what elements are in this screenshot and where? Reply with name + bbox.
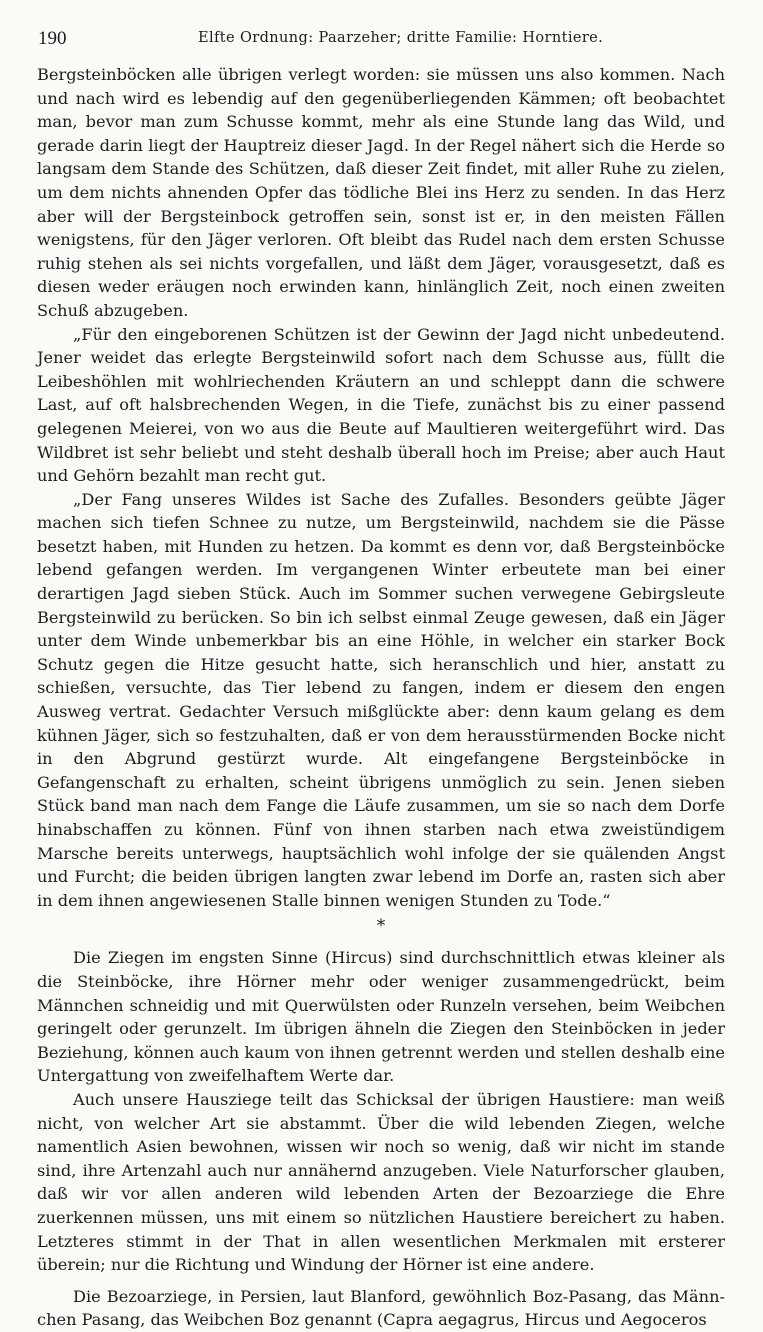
running-head: Elfte Ordnung: Paarzeher; dritte Familie: Horntiere. — [198, 30, 604, 46]
paragraph: Auch unsere Hausziege teilt das Schicksal der übrigen Haustiere: man weiß nicht, von welcher Art sie abstammt. Über die wild lebenden Ziegen, welche namentlich Asien bewohnen, wissen wir noch so wenig, daß wir nicht im stande sind, ihre Artenzahl auch nur annähernd anzugeben. Viele Naturforscher glauben, daß wir vor allen anderen wild lebenden Arten der Bezoarziege die Ehre zuerkennen müssen, uns mit einem so nützlichen Haustiere bereichert zu haben. Letzteres stimmt in der That in allen wesentlichen Merkmalen mit ersterer überein; nur die Richtung und Windung der Hörner ist eine andere. — [37, 1089, 725, 1275]
paragraph: Die Bezoarziege, in Persien, laut Blanford, gewöhnlich Boz-Pasang, das Männchen Pasang, das Weibchen Boz genannt (Capra aegagrus, Hircus und Aegoceros — [37, 1286, 725, 1330]
page-header — [38, 28, 723, 54]
paragraph: „Der Fang unseres Wildes ist Sache des Zufalles. Besonders geübte Jäger machen sich tiefen Schnee zu nutze, um Bergsteinwild, nachdem sie die Pässe besetzt haben, mit Hunden zu hetzen. Da kommt es denn vor, daß Bergsteinböcke lebend gefangen werden. Im vergangenen Winter erbeutete man bei einer derartigen Jagd sieben Stück. Auch im Sommer suchen verwegene Gebirgsleute Bergsteinwild zu berücken. So bin ich selbst einmal Zeuge gewesen, daß ein Jäger unter dem Winde unbemerkbar bis an eine Höhle, in welcher ein starker Bock Schutz gegen die Hitze gesucht hatte, sich heranschlich und hier, anstatt zu schießen, versuchte, das Tier lebend zu fangen, indem er diesem den engen Ausweg vertrat. Gedachter Versuch mißglückte aber: denn kaum gelang es dem kühnen Jäger, sich so festzuhalten, daß er von dem herausstürmenden Bocke nicht in den Abgrund gestürzt wurde. Alt eingefangene Bergsteinböcke in Gefangenschaft zu erhalten, scheint übrigens unmöglich zu sein. Jenen sieben Stück band man nach dem Fange die Läufe zusammen, um sie so nach dem Dorfe hinabschaffen zu können. Fünf von ihnen starben nach etwa zweistündigem Marsche bereits unterwegs, hauptsächlich wohl infolge der sie quälenden Angst und Furcht; die beiden übrigen langten zwar lebend im Dorfe an, rasten sich aber in dem ihnen angewiesenen Stalle binnen wenigen Stunden zu Tode.“ — [37, 489, 725, 910]
paragraph: Die Ziegen im engsten Sinne (Hircus) sind durchschnittlich etwas kleiner als die Steinböcke, ihre Hörner mehr oder weniger zusammengedrückt, beim Männchen schneidig und mit Querwülsten oder Runzeln versehen, beim Weibchen geringelt oder gerunzelt. Im übrigen ähneln die Ziegen den Steinböcken in jeder Beziehung, können auch kaum von ihnen getrennt werden und stellen deshalb eine Untergattung von zweifelhaftem Werte dar. — [37, 948, 725, 1086]
body-text — [37, 63, 725, 1332]
section-separator: * — [376, 916, 386, 937]
page-number: 190 — [38, 28, 67, 49]
paragraph: Bergsteinböcken alle übrigen verlegt worden: sie müssen uns also kommen. Nach und nach wird es lebendig auf den gegenüberliegenden Kämmen; oft beobachtet man, bevor man zum Schusse kommt, mehr als eine Stunde lang das Wild, und gerade darin liegt der Hauptreiz dieser Jagd. In der Regel nähert sich die Herde so langsam dem Stande des Schützen, daß dieser Zeit findet, mit aller Ruhe zu zielen, um dem nichts ahnenden Opfer das tödliche Blei ins Herz zu senden. In das Herz aber will der Bergsteinbock getroffen sein, sonst ist er, in den meisten Fällen wenigstens, für den Jäger verloren. Oft bleibt das Rudel nach dem ersten Schusse ruhig stehen als sei nichts vorgefallen, und läßt dem Jäger, vorausgesetzt, daß es diesen weder eräugen noch erwinden kann, hinlänglich Zeit, noch einen zweiten Schuß abzugeben. — [37, 65, 725, 320]
paragraph: „Für den eingeborenen Schützen ist der Gewinn der Jagd nicht unbedeutend. Jener weidet das erlegte Bergsteinwild sofort nach dem Schusse aus, füllt die Leibeshöhlen mit wohlriechenden Kräutern an und schleppt dann die schwere Last, auf oft halsbrechenden Wegen, in die Tiefe, zunächst bis zu einer passend gelegenen Meierei, von wo aus die Beute auf Maultieren weitergeführt wird. Das Wildbret ist sehr beliebt und steht deshalb überall hoch im Preise; aber auch Haut und Gehörn bezahlt man recht gut. — [37, 324, 725, 486]
